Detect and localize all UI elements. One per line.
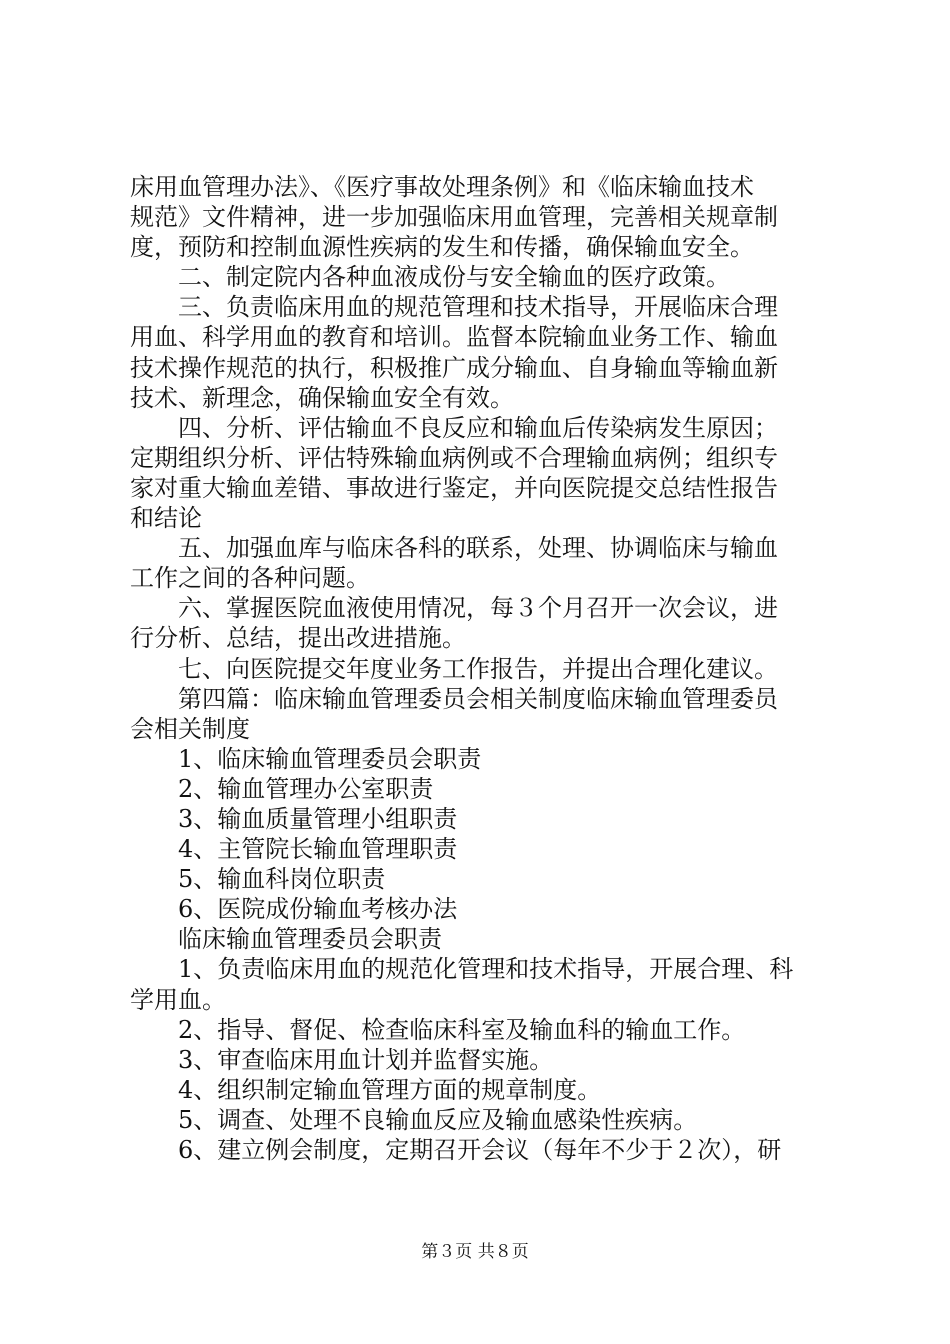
list-item: 4、组织制定输血管理方面的规章制度。	[130, 1075, 602, 1104]
text-line: 技术、新理念，确保输血安全有效。	[130, 383, 514, 412]
text-line: 床用血管理办法》、《医疗事故处理条例》和《临床输血技术	[130, 173, 754, 201]
list-item: 5、调查、处理不良输血反应及输血感染性疾病。	[130, 1105, 698, 1134]
list-item: 5、输血科岗位职责	[130, 865, 386, 894]
list-item: 学用血。	[130, 985, 226, 1014]
list-item: 3、输血质量管理小组职责	[130, 804, 458, 833]
text-line: 五、加强血库与临床各科的联系，处理、协调临床与输血	[130, 534, 778, 563]
text-line: 家对重大输血差错、事故进行鉴定，并向医院提交总结性报告	[130, 473, 778, 502]
list-item: 3、审查临床用血计划并监督实施。	[130, 1045, 554, 1074]
list-item: 1、负责临床用血的规范化管理和技术指导，开展合理、科	[130, 955, 794, 984]
text-line: 规范》文件精神，进一步加强临床用血管理，完善相关规章制	[130, 203, 778, 232]
text-line: 七、向医院提交年度业务工作报告，并提出合理化建议。	[130, 654, 778, 683]
list-item: 2、输血管理办公室职责	[130, 774, 434, 803]
section-heading: 会相关制度	[130, 714, 250, 743]
section-heading: 第四篇：临床输血管理委员会相关制度临床输血管理委员	[130, 684, 778, 713]
text-line: 用血、科学用血的教育和培训。监督本院输血业务工作、输血	[130, 323, 778, 352]
text-line: 二、制定院内各种血液成份与安全输血的医疗政策。	[130, 263, 730, 292]
document-body	[130, 172, 830, 1165]
text-line: 技术操作规范的执行，积极推广成分输血、自身输血等输血新	[130, 353, 778, 382]
list-item: 6、建立例会制度，定期召开会议（每年不少于２次），研	[130, 1136, 782, 1164]
list-item: 6、医院成份输血考核办法	[130, 895, 458, 924]
subsection-heading: 临床输血管理委员会职责	[130, 925, 442, 954]
text-line: 定期组织分析、评估特殊输血病例或不合理输血病例；组织专	[130, 443, 778, 472]
text-line: 行分析、总结，提出改进措施。	[130, 624, 466, 653]
text-line: 度，预防和控制血源性疾病的发生和传播，确保输血安全。	[130, 233, 754, 262]
text-line: 六、掌握医院血液使用情况，每３个月召开一次会议，进	[130, 594, 778, 623]
text-line: 四、分析、评估输血不良反应和输血后传染病发生原因；	[130, 413, 778, 442]
text-line: 和结论	[130, 504, 202, 533]
text-line: 工作之间的各种问题。	[130, 564, 370, 593]
page-footer: 第３页 共８页	[421, 1242, 529, 1262]
list-item: 1、临床输血管理委员会职责	[130, 744, 482, 773]
list-item: 4、主管院长输血管理职责	[130, 835, 458, 864]
list-item: 2、指导、督促、检查临床科室及输血科的输血工作。	[130, 1015, 746, 1044]
text-line: 三、负责临床用血的规范管理和技术指导，开展临床合理	[130, 293, 778, 322]
